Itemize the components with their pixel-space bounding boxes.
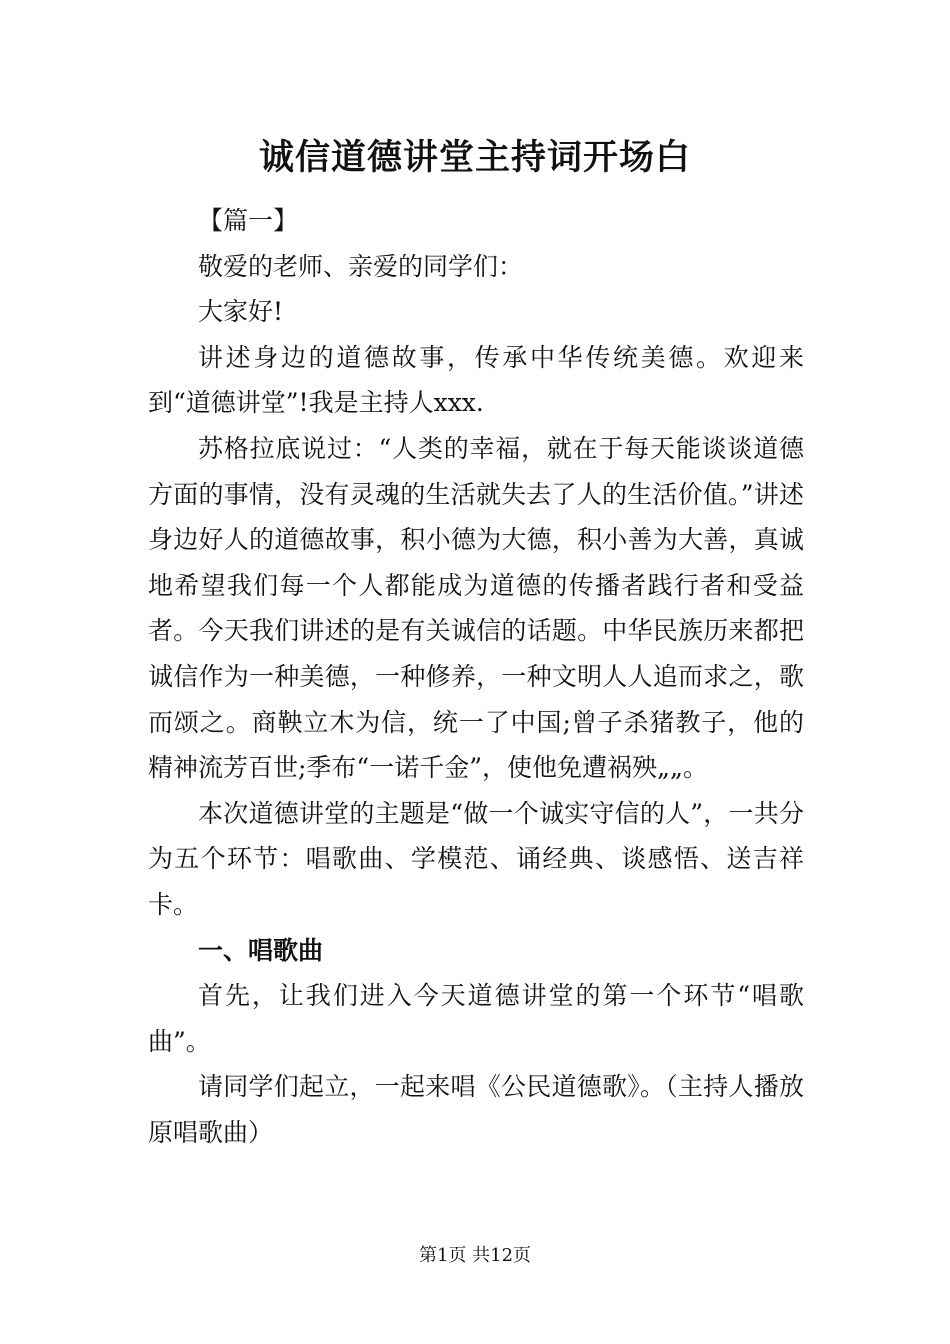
document-title: 诚信道德讲堂主持词开场白: [258, 137, 691, 178]
paragraph: 苏格拉底说过：“人类的幸福，就在于每天能谈谈道德方面的事情，没有灵魂的生活就失去了人的生活价值。”讲述身边好人的道德故事，积小德为大德，积小善为大善，真诚地希望我们每一个人都能成为道德的传播者践行者和受益者。今天我们讲述的是有关诚信的话题。中华民族历来都把诚信作为一种美德，一种修养，一种文明人人追而求之，歌而颂之。商鞅立木为信，统一了中国;曾子杀猪教子，他的精神流芳百世;季布“一诺千金”，使他免遭祸殃„„。: [148, 433, 804, 783]
paragraph: 请同学们起立，一起来唱《公民道德歌》。（主持人播放原唱歌曲）: [148, 1072, 804, 1147]
paragraph: 讲述身边的道德故事，传承中华传统美德。欢迎来到“道德讲堂”!我是主持人xxx.: [148, 342, 804, 418]
section-label: 【篇一】: [198, 206, 299, 235]
page-footer: 第1页 共12页: [418, 1245, 532, 1266]
salutation: 敬爱的老师、亲爱的同学们：: [198, 251, 524, 281]
greeting: 大家好!: [198, 297, 284, 327]
document-body: [148, 198, 804, 1155]
paragraph: 本次道德讲堂的主题是“做一个诚实守信的人”，一共分为五个环节：唱歌曲、学模范、诵经典、谈感悟、送吉祥卡。: [148, 798, 804, 919]
paragraph: 首先，让我们进入今天道德讲堂的第一个环节“唱歌曲”。: [148, 981, 804, 1056]
section-heading: 一、唱歌曲: [198, 935, 324, 965]
